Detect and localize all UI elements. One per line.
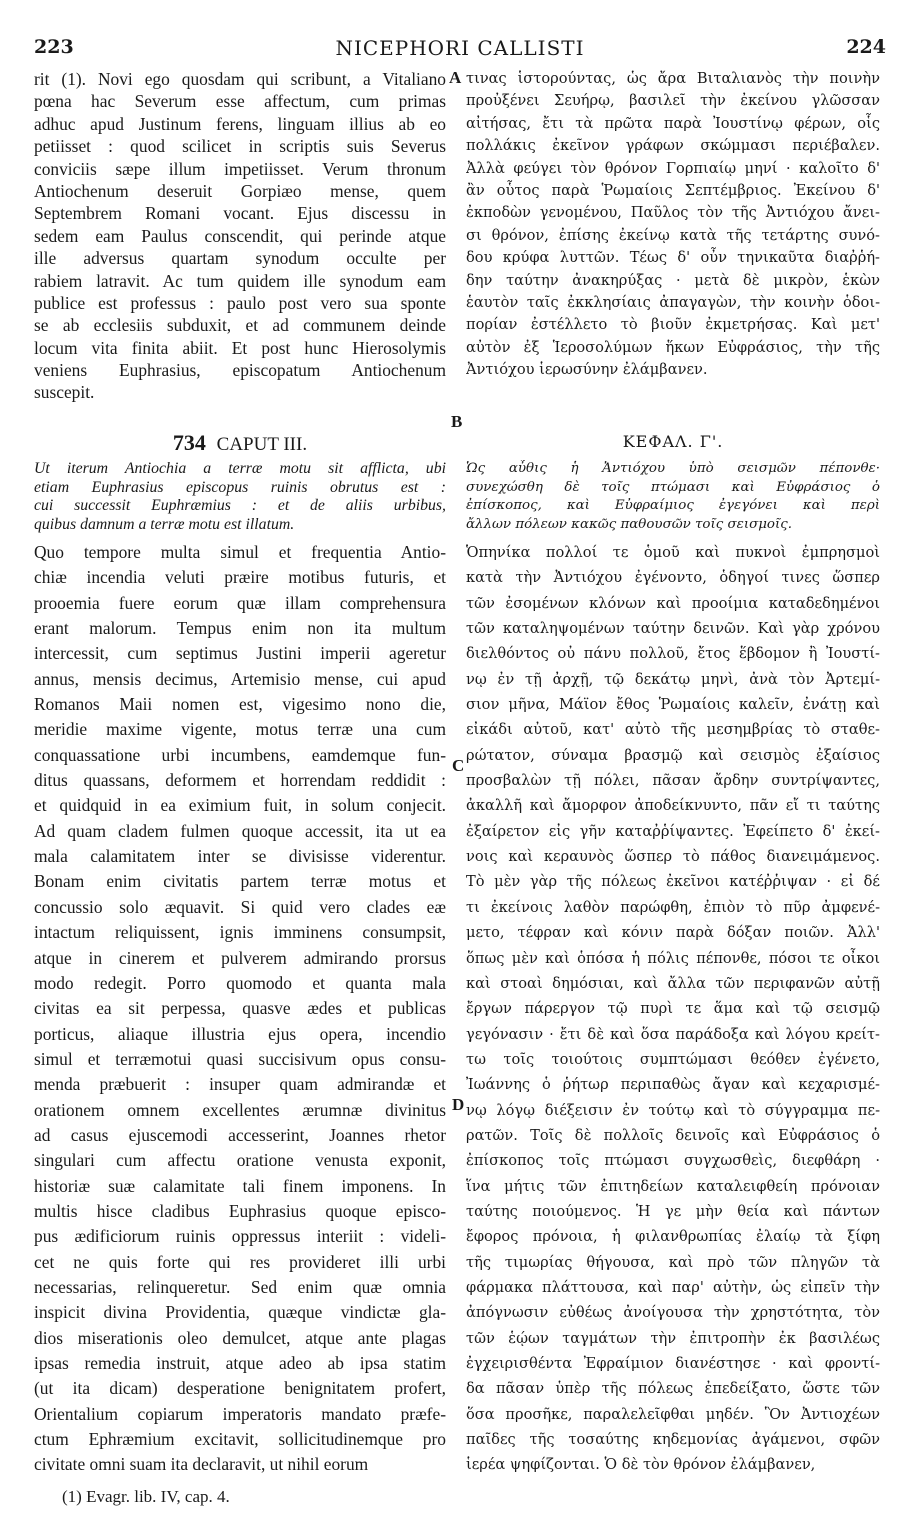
greek-text-line: αὐτὸν ἐξ Ἱεροσολύμων ἥκων Εὐφράσιος, τὴν τῆς — [466, 338, 880, 356]
greek-text-line: εἰκάδι αὐτοῦ, κατ' αὐτὸ τῆς μεσημβρίας τὸ σταθε- — [466, 721, 880, 739]
margin-letter-d: D — [452, 1095, 465, 1114]
latin-text-line: dios miserationis oleo demulcet, atque ante plagas — [34, 1327, 446, 1348]
greek-text-line: Ἰωάννης ὁ ῥήτωρ περιπαθὼς ἄγαν καὶ κεχαρισμέ- — [466, 1076, 880, 1094]
greek-text-line: Ἀντιόχου ἱερωσύνην ἐλάμβανεν. — [466, 361, 708, 379]
latin-text-line: porticus, aliaque illustria ejus opera, incendio — [34, 1023, 446, 1044]
latin-text-line: Bonam enim civitatis partem terræ motus et — [34, 871, 446, 892]
latin-text-line: simul et terræmotui quasi succisivum opus consu- — [34, 1048, 446, 1069]
latin-text-line: suscepit. — [34, 382, 95, 403]
latin-text-line: ditus quassans, deformem et horrendam reddidit : — [34, 770, 446, 791]
latin-summary-line: Ut iterum Antiochia a terræ motu sit afflicta, ubi — [34, 460, 446, 477]
greek-text-line: ὅπως μὲν καὶ ὁπόσα ἡ πόλις πέπονθε, πόσοι τε οἶκοι — [466, 949, 880, 967]
latin-text-line: ipsas remedia instruit, atque adeo ab ipsa statim — [34, 1353, 446, 1373]
latin-text-line: historiæ suæ calamitate tali finem imponens. In — [34, 1175, 446, 1196]
latin-text-line: necessarias, relinqueretur. Sed enim quæ omnia — [34, 1276, 446, 1297]
latin-column-continuation — [34, 68, 446, 404]
latin-summary-line: cui successit Euphræmius : et de aliis urbibus, — [34, 497, 446, 515]
greek-text-line: τω τοῖς τοιούτοις συμπτώμασι θεόθεν ἐγένετο, — [466, 1050, 880, 1068]
greek-text-line: τι ἐκείνοις λαθὸν παρώφθη, ἐπιὸν τὸ πῦρ ἀμφενέ- — [466, 898, 880, 916]
latin-text-line: chiæ incendia veluti præire motibus futuris, et — [34, 567, 446, 588]
greek-text-line: ἐγχειρισθέντα Ἐφραίμιον διανέστησε · καὶ φροντί- — [466, 1355, 880, 1372]
latin-text-line: se ab ecclesiis subduxit, et ad communem deinde — [34, 315, 446, 336]
latin-text-line: petiisset : quod scilicet in scriptis suis Severus — [34, 136, 446, 157]
greek-summary-line: Ὡς αὖθις ἡ Ἀντιόχου ὑπὸ σεισμῶν πέπονθε· — [466, 461, 880, 476]
greek-text-line: ὅσα προσῆκε, παραλελεῖφθαι μηδέν. Ὃν Ἀντιοχέων — [466, 1405, 880, 1423]
greek-text-line: ἐξαίρετον εἰς γῆν καταῤῥίψαντες. Ἐφείπετο δ' ἐκεί- — [466, 822, 880, 840]
latin-text-line: ad casus ejuscemodi accesserint, Joannes rhetor — [34, 1124, 446, 1145]
latin-text-line: rabiem latravit. Ac tum quidem ille synodum eam — [34, 270, 446, 291]
greek-text-line: ἵνα μήτις τῶν ἐπιτηδείων καταλειφθείη πρόνοιαν — [466, 1177, 880, 1195]
greek-text-line: τῶν ἑῴων ταγμάτων τὴν ἐπιτροπὴν ἐκ βασιλέως — [466, 1329, 880, 1347]
latin-text-line: publice est professus : paulo post vero sua sponte — [34, 292, 446, 313]
latin-text-line: mala calamitatem inter se divisisse viderentur. — [34, 846, 446, 867]
greek-text-line: ταύτης ποιούμενος. Ἡ γε μὴν θεία καὶ πάντων — [466, 1202, 880, 1220]
greek-text-line: Τὸ μὲν γὰρ τῆς πόλεως ἐκεῖνοι κατέῤῥιψαν · εἰ δέ — [466, 873, 880, 891]
greek-text-line: αἰτήσας, ἔτι τὰ πρῶτα παρὰ Ἰουστίνῳ φέρων, οἷς — [466, 114, 880, 132]
greek-text-line: ρατῶν. Τοῖς δὲ πολλοῖς δεινοῖς καὶ Εὐφράσιος ὁ — [466, 1126, 880, 1144]
latin-text-line: adhuc apud Justinum ferens, linguam illius ab eo — [34, 113, 446, 134]
greek-text-line: τῆς τιμωρίας θήγουσα, καὶ πρὸ τῶν πληγῶν τὰ — [466, 1253, 880, 1271]
latin-text-line: erant malorum. Tempus enim non ita multum — [34, 618, 446, 639]
greek-text-line: ἂν οὗτος παρὰ Ῥωμαίοις Σεπτέμβριος. Ἐκείνου δ' — [466, 181, 880, 199]
margin-letter-a: A — [449, 68, 462, 87]
greek-summary-line: συνεχώσθη δὲ τοῖς πτώμασι καὶ Εὐφράσιος ὁ — [466, 479, 880, 495]
latin-chapter-heading — [34, 430, 446, 456]
latin-text-line: Septembrem Romani vocant. Ejus discessu in — [34, 203, 446, 224]
latin-text-line: atque in cinerem et pulverem admirando prorsus — [34, 947, 446, 968]
latin-text-line: pus ædificiorum ruinis oppressus interiit : videli- — [34, 1226, 446, 1247]
margin-letter-c: C — [452, 756, 465, 775]
latin-text-line: civitas ea sit perpessa, quasve ædes et publicas — [34, 998, 446, 1019]
latin-text-line: intercessit, cum septimus Justini imperii ageretur — [34, 643, 446, 664]
latin-text-line: multis hisce cladibus Euphrasius quoque episco- — [34, 1200, 446, 1221]
latin-summary-line: quibus damnum a terræ motu est illatum. — [34, 515, 295, 533]
greek-chapter-heading: ΚΕΦΑΛ. Γ'. — [622, 432, 724, 451]
latin-text-line: (ut ita dicam) desperatione benignitatem profert, — [34, 1378, 446, 1399]
latin-text-line: Quo tempore multa simul et frequentia Antio- — [34, 542, 446, 562]
latin-text-line: Romanos Maii nomen est, vigesimo nono die, — [34, 694, 446, 715]
latin-text-line: conquassatione urbi incumbens, eamdemque fun- — [34, 744, 446, 765]
greek-text-line: τῶν ἐσομένων κλόνων καὶ προοίμια καταδεδημένοι — [466, 594, 880, 612]
greek-text-line: ἔφορος πρόνοια, ἡ φιλανθρωπίας ἐλαίῳ τὰ ξίφη — [466, 1228, 880, 1246]
greek-text-line: σι θρόνον, ἐπίσης ἐκείνῳ κατὰ τῆς τετάρτης συνό- — [466, 226, 880, 244]
greek-summary-line: ἄλλων πόλεων κακῶς παθουσῶν τοῖς σεισμοῖς. — [466, 516, 792, 532]
latin-text-line: Antiochenum deseruit Gorpiæo mense, quem — [34, 180, 446, 201]
page-number-left: 223 — [34, 36, 74, 58]
greek-text-line: δην ταύτην ἀνακηρύξας · μετὰ δὲ μικρὸν, ἑκὼν — [466, 271, 880, 289]
greek-text-line: γεγόνασιν · ἔτι δὲ καὶ ὅσα παράδοξα καὶ λόγου κρείτ- — [466, 1025, 880, 1043]
greek-text-line: τῶν καταληψομένων ταύτην δεινῶν. Καὶ γὰρ χρόνου — [466, 620, 880, 638]
greek-text-line: σιον μῆνα, Μάϊον ἔθος Ῥωμαίοις καλεῖν, ἐνάτῃ καὶ — [466, 696, 880, 714]
latin-text-line: modo redegit. Porro quomodo et quanta mala — [34, 972, 446, 993]
margin-letter-b: B — [451, 412, 463, 431]
latin-text-line: annus, mensis decimus, Artemisio mense, cui apud — [34, 668, 446, 689]
greek-text-line: προὐξένει Σευήρῳ, βασιλεῖ τὴν ἐκείνου γλῶσσαν — [466, 92, 880, 110]
latin-text-line: cet ne quis forte qui res provideret illi urbi — [34, 1251, 446, 1272]
greek-text-line: Ἀλλὰ φεύγει τὸν θρόνον Γορπιαίῳ μηνί · καλοῖτο δ' — [466, 159, 880, 177]
greek-text-line: νῳ ἐν τῇ ἀρχῇ, τῷ δεκάτῳ μηνὶ, ἀνὰ τὸν Ἀρτεμί- — [466, 670, 880, 688]
greek-chapter-body — [466, 540, 880, 1478]
greek-text-line: ἑαυτὸν ταῖς ἐκκλησίαις ἀπαγαγὼν, τὴν κοινὴν ὁδοι- — [466, 293, 880, 311]
latin-chapter-summary — [34, 460, 446, 534]
greek-text-line: προσβαλὼν τῇ πόλει, πᾶσαν ἄρδην συντρίψαντες, — [466, 772, 880, 790]
greek-text-line: πολλάκις ἐκεῖνον γράφων σκώμμασι περιέβαλεν. — [466, 137, 880, 155]
greek-text-line: φάρμακα πλάττουσα, καὶ παρ' αὐτὴν, ὡς εἰπεῖν τὴν — [466, 1278, 880, 1296]
latin-text-line: pœna hac Severum esse affectum, cum primas — [34, 91, 446, 112]
latin-text-line: ctum Ephræmium excitavit, sollicitudinemque pro — [34, 1429, 446, 1450]
latin-text-line: Ad quam cladem fulmen quoque accessit, ita ut ea — [34, 820, 446, 841]
latin-chapter-title: CAPUT III. — [216, 434, 308, 455]
greek-text-line: παῖδες τῆς τοσαύτης κηδεμονίας ἀγάμενοι, σφῶν — [466, 1431, 880, 1449]
greek-text-line: νῳ λόγῳ διέξεισιν ἐν τούτῳ καὶ τὸ σύγγραμμα πε- — [466, 1101, 880, 1119]
greek-text-line: πορίαν ἐστέλλετο τὸ βιοῦν ἐκμετρήσας. Καὶ μετ' — [466, 316, 880, 334]
latin-text-line: inspicit divina Providentia, quæque vindictæ gla- — [34, 1302, 446, 1323]
greek-text-line: καὶ στοαὶ δημόσιαι, καὶ ἄλλα τῶν περιφανῶν αὐτῇ — [466, 974, 880, 992]
latin-text-line: sedem eam Paulus conscendit, qui perinde atque — [34, 225, 446, 246]
latin-text-line: concussio solo æquavit. Si quid vero clades eæ — [34, 896, 446, 917]
greek-text-line: ἀκαλλῆ καὶ ἄμορφον ἀποδείκνυντο, πᾶν εἴ τι ταύτης — [466, 797, 880, 815]
latin-text-line: rit (1). Novi ego quosdam qui scribunt, a Vitaliano — [34, 69, 446, 89]
latin-text-line: veniens Euphrasius, episcopatum Antiochenum — [34, 360, 446, 381]
latin-text-line: civitate omni suam ita declaravit, ut nihil eorum — [34, 1454, 369, 1475]
latin-chapter-body — [34, 540, 446, 1478]
latin-text-line: intactum reliquissent, ignis imminens consumpsit, — [34, 922, 446, 943]
latin-text-line: menda præbuerit : insuper quam admirandæ et — [34, 1074, 446, 1095]
page-number-right: 224 — [846, 36, 886, 58]
latin-text-line: meridie maxime vigente, motus terræ una cum — [34, 719, 446, 740]
latin-text-line: prooemia fuere eorum quæ illam comprehensura — [34, 592, 446, 613]
greek-text-line: ἐπίσκοπος τοῖς πτώμασι συγχωσθεὶς, διεφθάρη · — [466, 1152, 880, 1170]
greek-text-line: ἐκποδὼν γενομένου, Παῦλος τὸν τῆς Ἀντιόχου ἄνει- — [466, 204, 880, 222]
greek-chapter-summary — [466, 460, 880, 534]
latin-text-line: singulari cum affectu oratione venusta exponit, — [34, 1150, 446, 1171]
latin-summary-line: etiam Euphrasius episcopus ruinis obrutus est : — [34, 478, 446, 496]
latin-text-line: orationem omnem excellentes ærumnæ divinitus — [34, 1099, 446, 1120]
latin-text-line: conviciis sæpe illum impetiisset. Verum thronum — [34, 158, 446, 179]
greek-text-line: ἔργων πάρεργον τῷ πυρὶ τε ἅμα καὶ τῷ σεισμῷ — [466, 1000, 880, 1018]
greek-text-line: κατὰ τὴν Ἀντιόχου ἐγένοντο, ὁδηγοί τινες ὥσπερ — [466, 569, 880, 587]
greek-text-line: δου κρύφα λυττῶν. Τέως δ' οὖν τηνικαῦτα διαῤῥή- — [466, 249, 880, 267]
latin-text-line: et quidquid in ea eximium fuit, in solum conjecit. — [34, 795, 446, 816]
greek-text-line: Ὁπηνίκα πολλοί τε ὁμοῦ καὶ πυκνοὶ ἐμπρησμοὶ — [466, 544, 880, 561]
greek-summary-line: ἐπίσκοπος, καὶ Εὐφραίμιος ἐγεγόνει καὶ περὶ — [466, 498, 880, 514]
footnote: (1) Evagr. lib. IV, cap. 4. — [62, 1487, 230, 1506]
greek-column-continuation — [466, 68, 880, 381]
column-number: 734 — [172, 430, 206, 455]
greek-text-line: ἀπόγνωσιν εὐθέως ἀνοίγουσα τὴν χρηστότητα, τὸν — [466, 1304, 880, 1322]
latin-text-line: Orientalium copiarum imperatoris mandato præfe- — [34, 1403, 446, 1424]
greek-text-line: δα πᾶσαν ὑπὲρ τῆς πόλεως ἐπεδείξατο, ὥστε τῶν — [466, 1380, 880, 1398]
running-header — [34, 36, 886, 66]
greek-text-line: μετο, τέφραν καὶ κόνιν παρὰ δόξαν ποιῶν. Ἀλλ' — [466, 924, 880, 942]
running-title: NICEPHORI CALLISTI — [335, 36, 585, 60]
greek-text-line: διελθόντος οὐ πάνυ πολλοῦ, ἔτος ἕβδομον ἢ Ἰουστί- — [466, 645, 880, 663]
greek-text-line: ρώτατον, σύναμα βρασμῷ καὶ σεισμὸς ἐξαίσιος — [466, 746, 880, 764]
greek-text-line: νοις καὶ κεραυνὸς ὥσπερ τὸ πάθος διανειμάμενος. — [466, 848, 880, 866]
greek-text-line: τινας ἱστορούντας, ὡς ἄρα Βιταλιανὸς τὴν ποινὴν — [466, 70, 880, 87]
latin-text-line: locum vita finita abiit. Et post hunc Hierosolymis — [34, 337, 446, 358]
greek-text-line: ἱερέα ψηφίζονται. Ὁ δὲ τὸν θρόνον ἐλάμβανεν, — [466, 1456, 816, 1474]
latin-text-line: ille adversus quartam synodum occulte per — [34, 248, 446, 269]
